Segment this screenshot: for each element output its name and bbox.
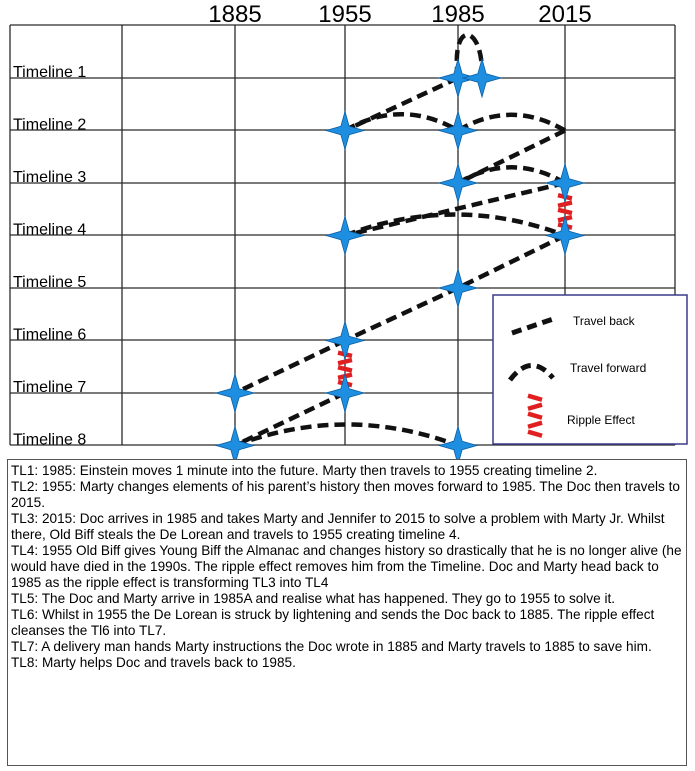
note-tl4: TL4: 1955 Old Biff gives Young Biff the Almanac and changes history so drastically that he is no longer alive (he would have died in the 1990s. The ripple effect removes him from the Timeline. Doc and Marty head back to 1985 as the ripple effect is transforming TL3 into TL4 xyxy=(11,543,682,590)
timeline-label-1: Timeline 1 xyxy=(13,64,87,81)
legend-travel-back-label: Travel back xyxy=(573,314,635,328)
year-label-1885: 1885 xyxy=(208,1,262,28)
legend xyxy=(493,295,687,444)
timeline-notes xyxy=(7,459,687,766)
travel-back-line-5 xyxy=(235,341,345,394)
event-star-tl8-13 xyxy=(439,427,477,461)
travel-back-line-3 xyxy=(458,236,565,289)
travel-back-line-4 xyxy=(345,288,458,341)
timeline-label-5: Timeline 5 xyxy=(13,274,87,291)
event-star-tl3-5 xyxy=(546,164,584,202)
event-star-tl4-7 xyxy=(546,217,584,255)
event-star-tl7-11 xyxy=(326,374,364,412)
travel-forward-arc-5 xyxy=(235,425,458,446)
timeline-label-3: Timeline 3 xyxy=(13,169,87,186)
note-tl5: TL5: The Doc and Marty arrive in 1985A and realise what has happened. They go to 1955 to solve it. xyxy=(11,591,616,606)
legend-ripple-label: Ripple Effect xyxy=(567,413,635,427)
timeline-labels xyxy=(13,64,86,449)
year-labels xyxy=(208,1,591,28)
travel-back-line-0 xyxy=(345,78,458,131)
event-star-tl3-4 xyxy=(439,164,477,202)
event-star-tl8-12 xyxy=(216,427,254,461)
year-label-1985: 1985 xyxy=(431,1,485,28)
timeline-label-6: Timeline 6 xyxy=(13,326,87,344)
event-star-tl1-1 xyxy=(463,59,501,97)
travel-forward-arc-2 xyxy=(458,115,565,131)
travel-forward-arc-4 xyxy=(345,215,565,236)
timeline-label-7: Timeline 7 xyxy=(13,379,87,396)
event-star-tl4-6 xyxy=(326,217,364,255)
year-label-2015: 2015 xyxy=(538,1,592,28)
timeline-label-4: Timeline 4 xyxy=(13,221,87,239)
note-tl7: TL7: A delivery man hands Marty instructions the Doc wrote in 1885 and Marty travels to 1885 to save him. xyxy=(11,639,652,654)
legend-travel-forward-label: Travel forward xyxy=(570,361,647,375)
note-tl8: TL8: Marty helps Doc and travels back to 1985. xyxy=(11,655,296,670)
event-star-tl6-9 xyxy=(326,322,364,360)
note-tl3: TL3: 2015: Doc arrives in 1985 and takes Marty and Jennifer to 2015 to solve a problem with Marty Jr. Whilst there, Old Biff steals the De Lorean and travels to 1955 creating timeline 4. xyxy=(11,511,665,542)
timeline-label-2: Timeline 2 xyxy=(13,116,87,134)
ripple-effect-1-dash-2 xyxy=(338,367,352,370)
timeline-label-8: Timeline 8 xyxy=(13,431,87,449)
note-tl2: TL2: 1955: Marty changes elements of his parent’s history then moves forward to 1985. The Doc then travels to 2015. xyxy=(11,479,680,510)
year-label-1955: 1955 xyxy=(318,1,372,28)
event-star-tl2-2 xyxy=(326,112,364,150)
event-star-tl7-10 xyxy=(216,374,254,412)
event-star-tl5-8 xyxy=(439,269,477,307)
travel-forward-arc-3 xyxy=(458,167,565,183)
note-tl1: TL1: 1985: Einstein moves 1 minute into the future. Marty then travels to 1955 creating timeline 2. xyxy=(11,463,598,478)
ripple-effect-0-dash-2 xyxy=(558,210,572,213)
event-star-tl2-3 xyxy=(439,112,477,150)
travel-back-line-6 xyxy=(235,393,345,446)
note-tl6: TL6: Whilst in 1955 the De Lorean is struck by lightening and sends the Doc back to 1885. The ripple effect cleanses the Tl6 into TL7. xyxy=(11,607,655,638)
